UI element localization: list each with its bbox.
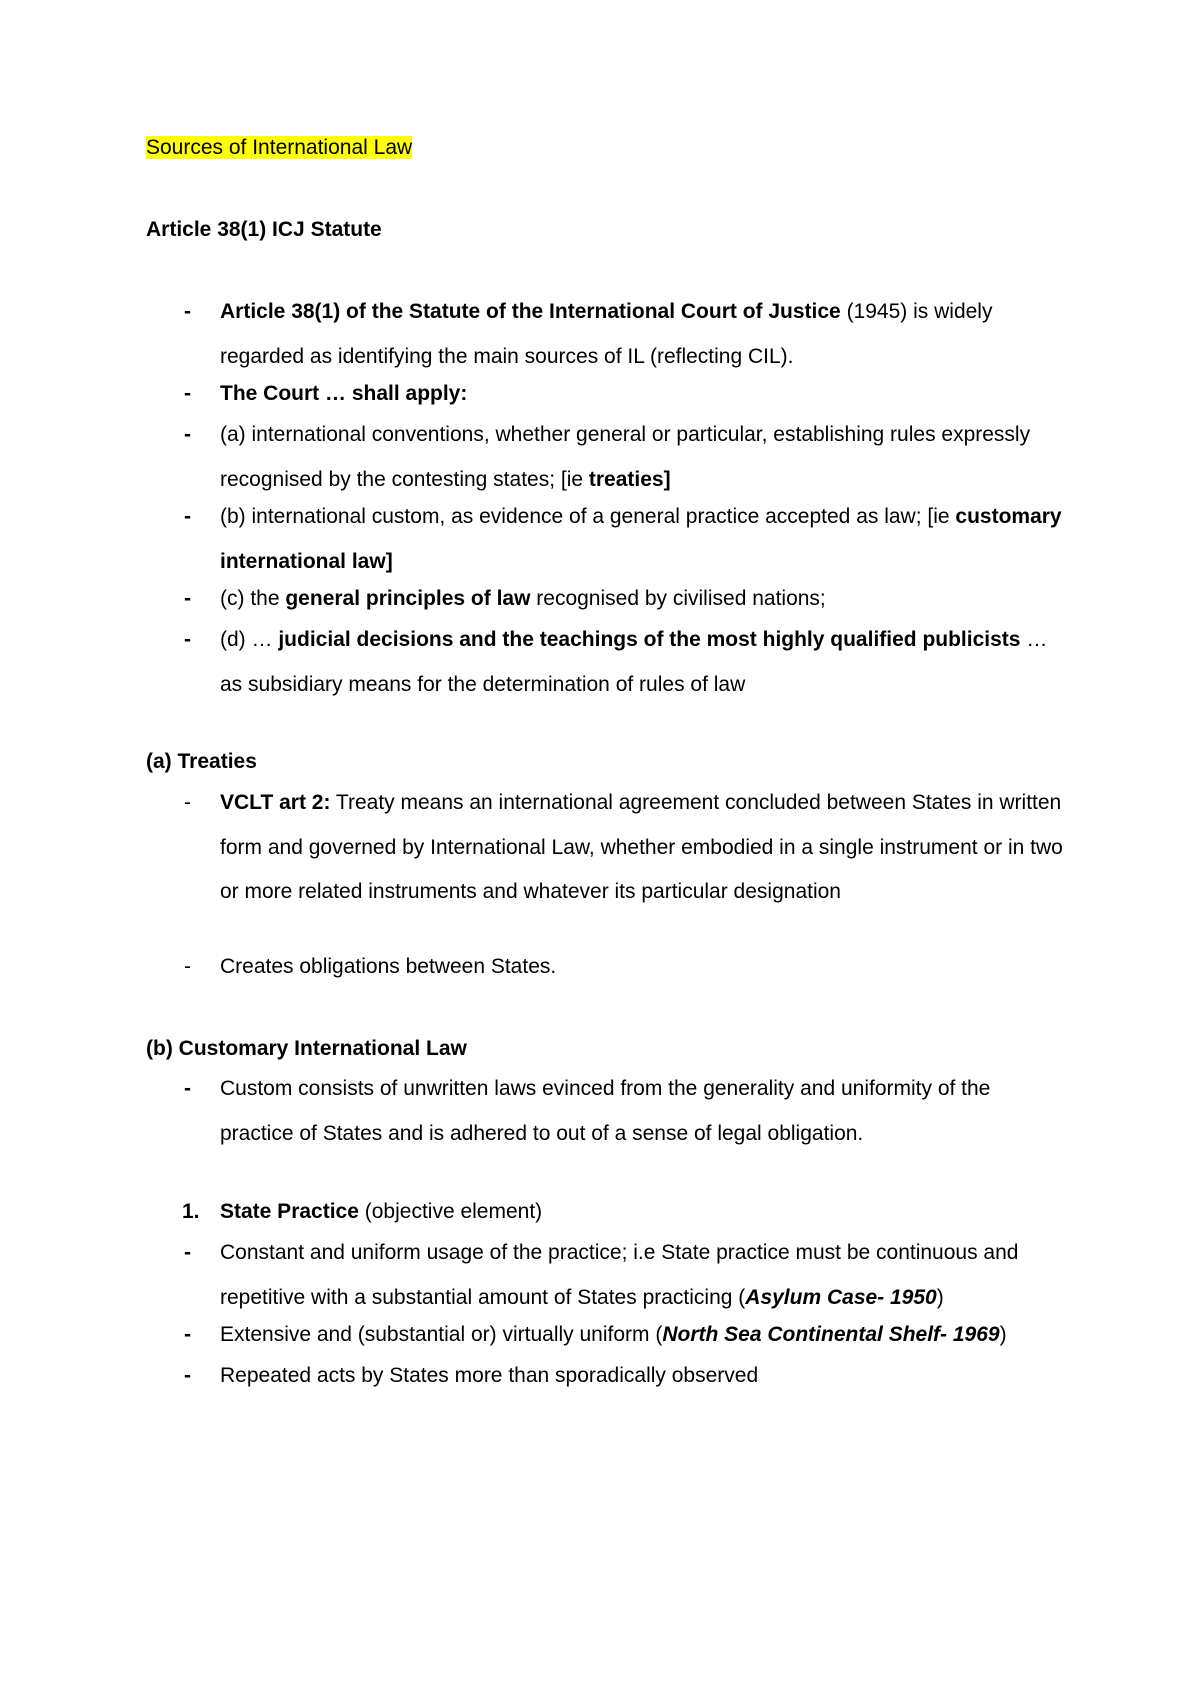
icj-item-5-text-end: recognised by civilised nations; [530, 587, 826, 610]
practice-item-2-text: Extensive and (substantial or) virtually uniform ( [220, 1323, 663, 1346]
practice-item-1-end: ) [936, 1285, 944, 1309]
icj-item-6-bold-and: and [453, 628, 503, 651]
bullet-dash: - [184, 505, 191, 528]
bullet-dash: - [184, 1364, 191, 1387]
bullet-dash: - [184, 300, 191, 323]
icj-item-6-bold-2: the teachings of the most highly qualified publicists [502, 628, 1021, 651]
icj-item-3 [146, 413, 1066, 502]
bullet-dash: - [184, 1077, 191, 1100]
bullet-dash: - [184, 1323, 191, 1346]
treaties-item-1-bold: VCLT art 2: [220, 791, 331, 814]
icj-item-1-text: (1945) is widely regarded as identifying the main sources of IL (reflecting CIL). [220, 300, 993, 368]
state-practice-bold: State Practice [220, 1200, 359, 1223]
cil-item-1-text: Custom consists of unwritten laws evinced from the generality and uniformity of the practice of States and is adhered to out of a sense of legal obligation. [220, 1077, 991, 1145]
list-number: 1. [182, 1200, 200, 1223]
practice-item-3-text: Repeated acts by States more than sporadically observed [220, 1364, 759, 1387]
icj-item-5 [146, 577, 1066, 622]
icj-item-4 [146, 495, 1066, 584]
icj-item-1-bold: Article 38(1) of the Statute of the International Court of Justice [220, 300, 841, 323]
case-citation: Asylum Case- 1950 [745, 1285, 937, 1309]
icj-item-4-bold: customary international law] [220, 505, 1062, 573]
icj-heading: Article 38(1) ICJ Statute [146, 218, 382, 241]
icj-item-3-text: (a) international conventions, whether general or particular, establishing rules expressly recognised by the contesting states; [ie [220, 423, 1031, 491]
icj-item-6-text: (d) … [220, 628, 279, 651]
icj-item-6-text-end: … as subsidiary means for the determination of rules of law [220, 628, 1048, 696]
treaties-item-2-text: Creates obligations between States. [220, 955, 557, 978]
treaties-item-1 [146, 781, 1066, 915]
practice-item-2 [146, 1313, 1066, 1358]
title-highlight: Sources of International Law [146, 136, 413, 159]
bullet-dash: - [184, 955, 191, 978]
cil-item-1 [146, 1067, 1066, 1156]
bullet-dash: - [184, 423, 191, 446]
practice-item-1-text: Constant and uniform usage of the practice; i.e State practice must be continuous and repetitive with a substantial amount of States practicing ( [220, 1241, 1019, 1309]
practice-item-2-end: ) [999, 1323, 1007, 1346]
icj-item-3-bold: treaties] [588, 467, 671, 491]
icj-item-6-bold-1: judicial decisions [278, 628, 454, 651]
bullet-dash: - [184, 628, 191, 651]
treaties-heading: (a) Treaties [146, 750, 257, 773]
bullet-dash: - [184, 382, 191, 405]
treaties-item-1-text: Treaty means an international agreement concluded between States in written form and governed by International Law, whether embodied in a single instrument or in two or more related instruments and whatever its particular designation [220, 791, 1063, 903]
bullet-dash: - [184, 1241, 191, 1264]
bullet-dash: - [184, 587, 191, 610]
icj-item-1 [146, 290, 1066, 379]
state-practice-heading [146, 1190, 1066, 1235]
treaties-item-2 [146, 945, 1066, 990]
state-practice-text: (objective element) [358, 1200, 543, 1223]
practice-item-1 [146, 1231, 1066, 1320]
practice-item-3 [146, 1354, 1066, 1399]
icj-item-2 [146, 372, 1066, 417]
bullet-dash: - [184, 791, 191, 814]
icj-item-5-text: (c) the [220, 587, 286, 610]
cil-heading: (b) Customary International Law [146, 1037, 467, 1060]
icj-item-6 [146, 618, 1066, 707]
icj-item-2-bold: The Court … shall apply: [220, 382, 468, 405]
icj-item-5-bold: general principles of law [285, 587, 531, 610]
document-title [146, 134, 412, 162]
case-citation: North Sea Continental Shelf- 1969 [662, 1323, 1000, 1346]
icj-item-4-text: (b) international custom, as evidence of a general practice accepted as law; [ie [220, 505, 956, 528]
